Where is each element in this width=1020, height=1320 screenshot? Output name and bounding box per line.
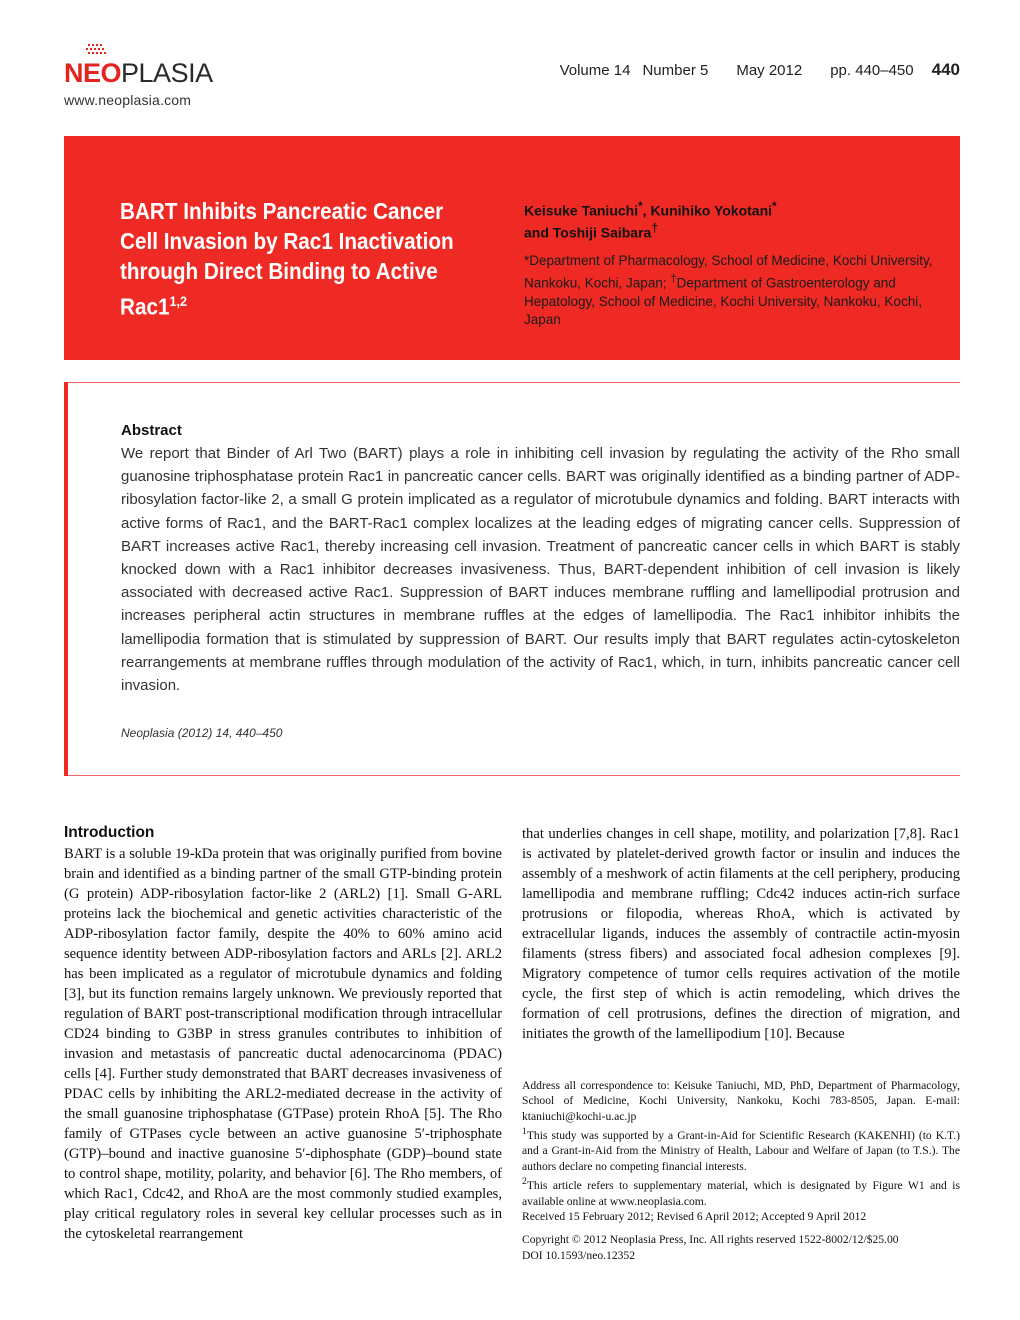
copyright-line: Copyright © 2012 Neoplasia Press, Inc. All rights reserved 1522-8002/12/$25.00 (522, 1233, 899, 1247)
issue-number: Number 5 (642, 62, 709, 79)
abstract-accent-bar (64, 382, 68, 776)
site-url-link[interactable]: www.neoplasia.com (64, 92, 192, 108)
author-name: and Toshiji Saibara (524, 224, 652, 241)
issue-date: May 2012 (736, 62, 803, 79)
volume: Volume 14 (559, 62, 631, 79)
correspondence-note: Address all correspondence to: Keisuke Taniuchi, MD, PhD, Department of Pharmacology, School of Medicine, Kochi University, Nankoku, Kochi 783-8505, Japan. E-mail: ktaniuchi@kochi-u.ac.jp (522, 1079, 960, 1123)
supplementary-note: $^2$This article refers to supplementary material, which is designated by Figure W1 and is available online at www.neoplasia.com. (522, 1176, 960, 1208)
page-number: 440 (931, 60, 960, 79)
introduction-left-column: BART is a soluble 19-kDa protein that was originally purified from bovine brain and identified as a binding partner of the small GTP-binding protein (G protein) ADP-ribosylation factor-like 2 (ARL2) [1]. Small G-ARL proteins lack the biochemical and genetic activities characteristic of the ADP-ribosylation factor family, despite the 40% to 60% amino acid sequence identity between ADP-ribosylation factors and ARLs [2]. ARL2 has been implicated as a regulator of microtubule dynamics and folding [3], but its function remains largely unknown. We previously reported that regulation of BART post-transcriptional modification through intracellular CD24 binding to G3BP in stress granules contributes to inhibition of invasion and metastasis of pancreatic ductal adenocarcinoma (PDAC) cells [4]. Further study demonstrated that BART decreases invasiveness of PDAC cells by inhibiting the ARL2-mediated decrease in the activity of the small guanosine triphosphatase (GTPase) protein RhoA [5]. The Rho family of GTPases cycle between an active guanosine 5′-triphosphate (GTP)–bound and inactive guanosine 5′-diphosphate (GDP)–bound state to control shape, motility, polarity, and behavior [6]. The Rho members, of which Rac1, Cdc42, and RhoA are the most commonly studied examples, play critical regulatory roles in several key cellular processes such as in the cytoskeletal rearrangement (64, 846, 502, 1242)
journal-meta (548, 60, 960, 80)
introduction-heading: Introduction (64, 824, 155, 841)
abstract-bottom-rule (68, 775, 960, 776)
title-footnote-marks: 1,2 (169, 293, 188, 309)
abstract-text: We report that Binder of Arl Two (BART) plays a role in inhibiting cell invasion by regulating the activity of the Rho small guanosine triphosphatase protein Rac1 in pancreatic cancer cells. BART was originally identified as a binding partner of ADP-ribosylation factor-like 2, a small G protein implicated as a regulator of microtubule dynamics and folding. BART interacts with active forms of Rac1, and the BART-Rac1 complex localizes at the leading edges of migrating cancer cells. Suppression of BART increases active Rac1, thereby increasing cell invasion. Treatment of pancreatic cancer cells in which BART is stably knocked down with a Rac1 inhibitor decreases invasiveness. Thus, BART-dependent inhibition of cell invasion is likely associated with decreased active Rac1. Suppression of BART induces membrane ruffling and lamellipodial protrusion and increases peripheral actin structures in membrane ruffles at the edges of lamellipodia. The Rac1 inhibitor inhibits the lamellipodia formation that is stimulated by suppression of BART. Our results imply that BART regulates actin-cytoskeleton rearrangements at membrane ruffles through modulation of the activity of Rac1, which, in turn, inhibits pancreatic cancer cell invasion. (121, 445, 960, 695)
author-name: Kunihiko Yokotani (650, 202, 773, 219)
logo-dots-icon (86, 44, 112, 58)
title-banner (64, 136, 960, 360)
logo-wordmark: NEOPLASIA (64, 58, 213, 88)
affiliations: *Department of Pharmacology, School of Medicine, Kochi University, Nankoku, Kochi, Japan; †Department of Gastroenterology and Hepatology, School of Medicine, Kochi University, Nankoku, Kochi, Japan (524, 253, 933, 327)
article-title: BART Inhibits Pancreatic Cancer Cell Invasion by Rac1 Inactivation through Direct Binding to Active Rac1$^{1,2}$ (120, 198, 454, 320)
abstract-top-rule (68, 382, 960, 383)
abstract-heading: Abstract (121, 422, 182, 439)
introduction-right-column: that underlies changes in cell shape, motility, and polarization [7,8]. Rac1 is activated by platelet-derived growth factor or insulin and induces the assembly of a meshwork of actin filaments at the cell periphery, producing lamellipodia and membrane ruffling; Cdc42 induces actin-rich surface protrusions or filopodia, whereas RhoA, which is activated by extracellular ligands, induces the assembly of contractile actin-myosin filaments (stress fibers) and associated focal adhesion complexes [9]. Migratory competence of tumor cells requires activation of the motile cycle, the first step of which is actin remodeling, which drives the formation of cell protrusions, defines the direction of migration, and initiates the growth of the lamellipodium [10]. Because (522, 826, 960, 1042)
footnotes (522, 1078, 960, 1263)
received-dates: Received 15 February 2012; Revised 6 April 2012; Accepted 9 April 2012 (522, 1209, 867, 1223)
author-name: Keisuke Taniuchi (524, 202, 639, 219)
article-citation: Neoplasia (2012) 14, 440–450 (121, 726, 283, 740)
author-list: Keisuke Taniuchi*, Kunihiko Yokotani* and Toshiji Saibara† (524, 200, 777, 241)
page-range: pp. 440–450 (830, 62, 914, 79)
funding-note: $^1$This study was supported by a Grant-in-Aid for Scientific Research (KAKENHI) (to K.T.) and a Grant-in-Aid from the Ministry of Health, Labour and Welfare of Japan (to T.S.). The authors declare no competing financial interests. (522, 1126, 960, 1173)
journal-logo (64, 44, 214, 88)
doi-line: DOI 10.1593/neo.12352 (522, 1248, 636, 1262)
